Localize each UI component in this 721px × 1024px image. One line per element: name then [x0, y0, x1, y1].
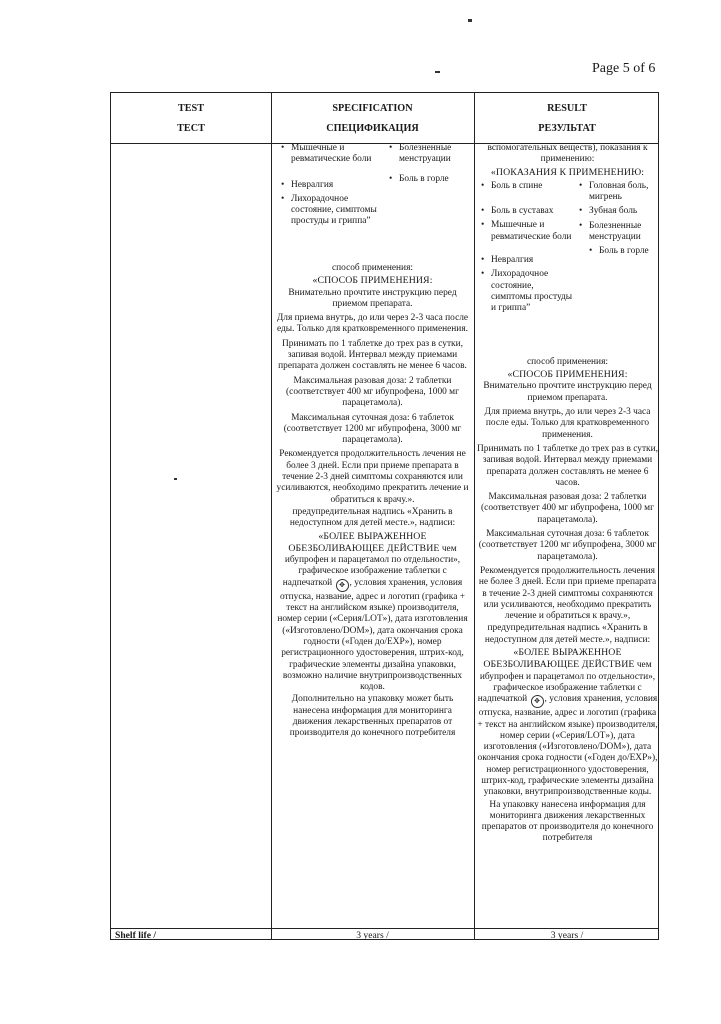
spec-text: способ применения:	[331, 263, 413, 273]
list-item: • Мышечные и ревматические боли	[479, 220, 574, 243]
spec-text: Максимальная разовая доза: 2 таблетки (соответствует 400 мг ибупрофена, 1000 мг парацетамола).	[286, 375, 459, 409]
header-result	[474, 93, 660, 143]
specification-cell	[275, 143, 470, 743]
result-text: Внимательно прочтите инструкцию перед приемом препарата.	[483, 381, 652, 403]
scan-speck	[468, 19, 472, 22]
list-item: • Болезненные менструации	[577, 221, 657, 244]
list-item: • Боль в горле	[387, 174, 467, 185]
list-item: • Лихорадочное состояние, симптомы простуды и гриппа”	[279, 194, 379, 228]
scan-speck	[435, 71, 440, 73]
spec-text: Принимать по 1 таблетке до трех раз в сутки, запивая водой. Интервал между приемами препарата должен составлять не менее 6 часов.	[278, 338, 467, 372]
list-item: • Зубная боль	[577, 206, 657, 217]
list-item: • Невралгия	[279, 180, 379, 191]
header-test-en: TEST	[177, 103, 205, 114]
result-list-left	[479, 181, 574, 318]
result-text: Максимальная разовая доза: 2 таблетки (соответствует 400 мг ибупрофена, 1000 мг парацетамола).	[481, 492, 654, 525]
header-result-ru: РЕЗУЛЬТАТ	[538, 123, 596, 134]
result-indications-list	[477, 181, 658, 357]
list-item: • Боль в горле	[587, 246, 657, 257]
spec-text: чем ибупрофен и парацетамол по отдельности», графическое изображение таблетки с надпечаткой	[282, 543, 461, 588]
page-number: Page 5 of 6	[592, 61, 656, 76]
result-text: предупредительная надпись «Хранить в недоступном для детей месте.», надписи:	[484, 623, 651, 645]
header-test-ru: ТЕСТ	[177, 123, 205, 134]
column-divider	[271, 93, 272, 939]
result-text: вспомогательных веществ), показания к применению:	[487, 143, 648, 165]
spec-text: Максимальная суточная доза: 6 таблеток (соответствует 1200 мг ибупрофена, 3000 мг парацетамола).	[283, 412, 462, 446]
shelf-life-result: 3 years /	[550, 930, 584, 941]
header-test	[111, 93, 271, 143]
result-text: «ПОКАЗАНИЯ К ПРИМЕНЕНИЮ:	[490, 166, 645, 178]
header-result-en: RESULT	[547, 103, 587, 114]
spec-list-right	[387, 143, 467, 188]
column-divider	[474, 93, 475, 939]
spec-text: Для приема внутрь, до или через 2-3 часа после еды. Только для кратковременного применения.	[276, 313, 469, 335]
shelf-life-spec: 3 years /	[356, 930, 389, 941]
result-text	[477, 647, 658, 799]
spec-text: предупредительная надпись «Хранить в недоступном для детей месте.», надписи:	[289, 506, 456, 529]
spec-text: Рекомендуется продолжительность лечения не более 3 дней. Если при приеме препарата в течение 2-3 дней симптомы сохраняются или усиливаются, необходимо прекратить лечение и обратиться к врачу.».	[276, 449, 469, 505]
tablet-imprint-icon: ✥	[531, 695, 544, 708]
shelf-row-divider	[111, 928, 658, 929]
list-item: • Болезненные менструации	[387, 143, 467, 166]
shelf-life-label: Shelf life /	[115, 930, 157, 941]
list-item: • Боль в суставах	[479, 206, 574, 217]
header-specification	[271, 93, 474, 143]
list-item: • Головная боль, мигрень	[577, 181, 657, 204]
spec-text: , условия хранения, условия отпуска, название, адрес и логотип (графика + текст на английском языке) производителя, номер серии («Серия/LOT»), дата изготовления («Изготовлено/DOM»), дата окончания срока годности («Годен до/EXP»), номер регистрационного удостоверения, штрих-код, графические элементы дизайна упаковки, возможно наличие внутрипроизводственных кодов.	[277, 577, 468, 693]
result-text: Принимать по 1 таблетке до трех раз в сутки, запивая водой. Интервал между приемами препарата должен составлять не менее 6 часов.	[477, 443, 658, 488]
result-text: Рекомендуется продолжительность лечения не более 3 дней. Если при приеме препарата в течение 2-3 дней симптомы сохраняются или усиливаются, необходимо прекратить лечение и обратиться к врачу.»,	[478, 565, 657, 622]
result-text: Максимальная суточная доза: 6 таблеток (соответствует 1200 мг ибупрофена, 3000 мг парацетамола).	[478, 529, 657, 562]
spec-text: «БОЛЕЕ ВЫРАЖЕННОЕ ОБЕЗБОЛИВАЮЩЕЕ ДЕЙСТВИЕ	[288, 530, 440, 554]
spec-text: «СПОСОБ ПРИМЕНЕНИЯ:	[312, 275, 433, 287]
spec-text	[275, 531, 470, 694]
spec-text: Внимательно прочтите инструкцию перед приемом препарата.	[288, 287, 457, 309]
result-text: «СПОСОБ ПРИМЕНЕНИЯ:	[507, 369, 628, 381]
result-list-right	[577, 181, 657, 261]
header-spec-ru: СПЕЦИФИКАЦИЯ	[326, 123, 419, 134]
result-cell	[477, 143, 658, 848]
list-item: • Боль в спине	[479, 181, 574, 192]
spec-list-left	[279, 143, 379, 231]
list-item: • Лихорадочное состояние, симптомы простуды и гриппа”	[479, 269, 574, 314]
list-item: • Невралгия	[479, 255, 574, 266]
result-text: Для приема внутрь, до или через 2-3 часа после еды. Только для кратковременного применения.	[484, 407, 651, 440]
tablet-imprint-icon: ✥	[336, 579, 349, 592]
spec-indications-list	[275, 143, 470, 263]
list-item: • Мышечные и ревматические боли	[279, 143, 379, 166]
result-text: чем ибупрофен и парацетамол по отдельности», графическое изображение таблетки с надпечаткой	[477, 660, 656, 705]
result-text: , условия хранения, условия отпуска, название, адрес и логотип (графика + текст на английском языке) производителя, номер серии («Серия/LOT»), дата изготовления («Изготовлено/DOM»), дата окончания срока годности («Годен до/EXP»), номер регистрационного удостоверения, штрих-код, графические элементы дизайна упаковки, внутрипроизводственные коды.	[477, 694, 658, 798]
header-spec-en: SPECIFICATION	[332, 103, 413, 114]
result-text: На упаковку нанесена информация для мониторинга движения лекарственных препаратов от производителя до конечного потребителя	[481, 799, 654, 844]
spec-text: Дополнительно на упаковку может быть нанесена информация для мониторинга движения лекарственных препаратов от производителя до конечного потребителя	[289, 694, 456, 739]
specification-table	[110, 92, 659, 940]
result-text: способ применения:	[526, 356, 608, 367]
result-text: «БОЛЕЕ ВЫРАЖЕННОЕ ОБЕЗБОЛИВАЮЩЕЕ ДЕЙСТВИЕ	[483, 647, 635, 671]
